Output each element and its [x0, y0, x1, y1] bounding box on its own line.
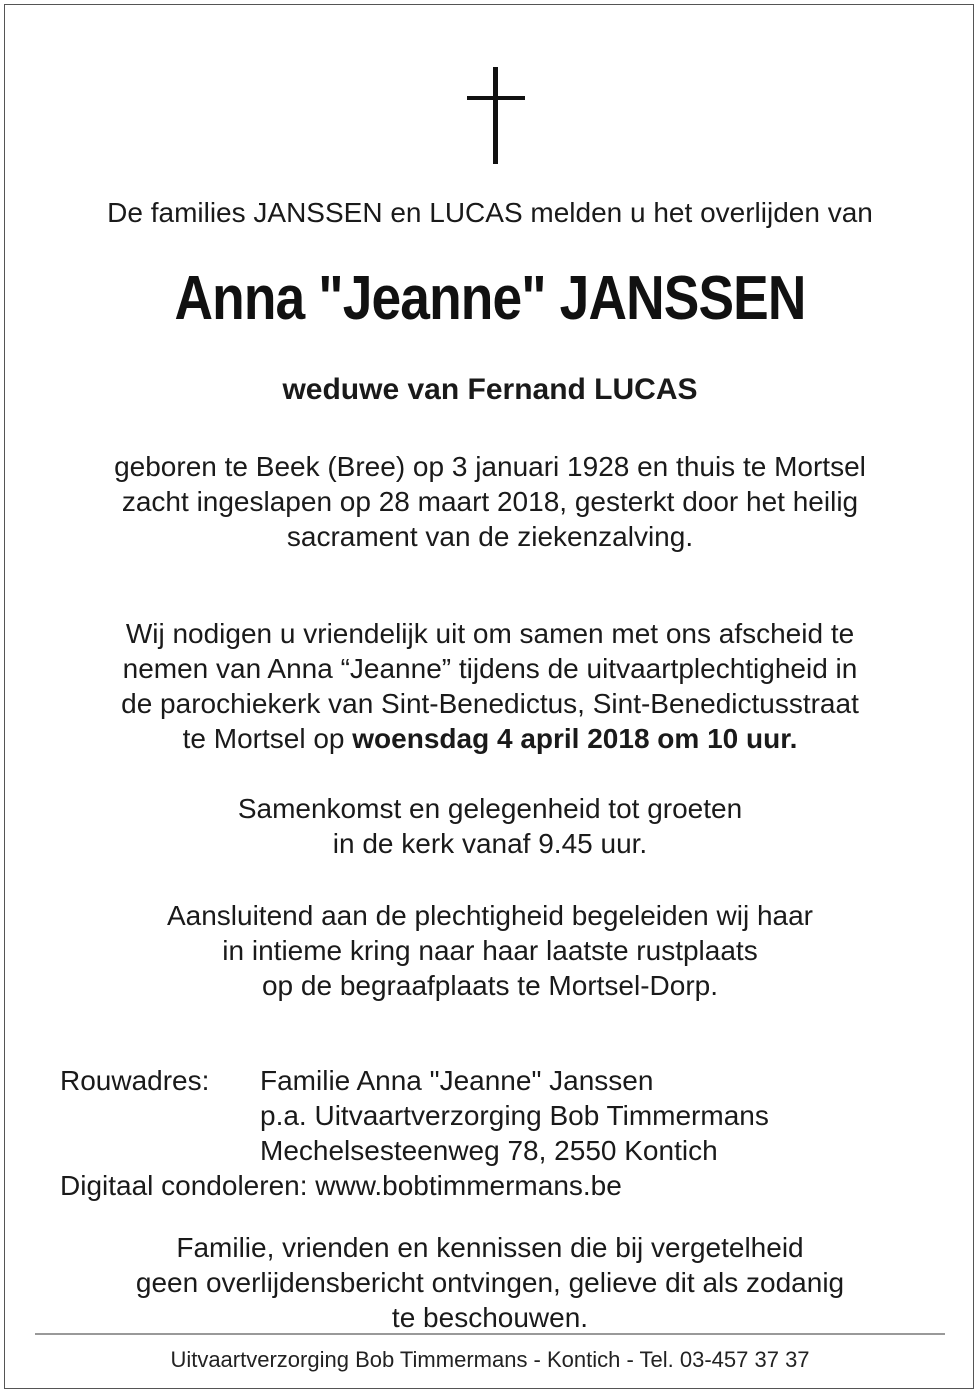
intro-line: De families JANSSEN en LUCAS melden u het overlijden van: [107, 197, 873, 228]
paragraph-line: Familie, vrienden en kennissen die bij vergetelheid: [176, 1232, 804, 1263]
widow-of-line: weduwe van Fernand LUCAS: [282, 373, 698, 406]
paragraph-line: zacht ingeslapen op 28 maart 2018, gesterkt door het heilig: [121, 486, 859, 517]
footer-divider: [35, 1333, 945, 1335]
cross-icon: [467, 67, 525, 165]
paragraph-line: Aansluitend aan de plechtigheid begeleiden wij haar: [166, 900, 814, 931]
paragraph-line: op de begraafplaats te Mortsel-Dorp.: [261, 970, 719, 1001]
paragraph-line: te beschouwen.: [391, 1302, 589, 1333]
paragraph-line: de parochiekerk van Sint-Benedictus, Sint-Benedictusstraat: [121, 688, 859, 719]
invitation-prefix: te Mortsel op: [182, 723, 353, 754]
paragraph-line: geboren te Beek (Bree) op 3 januari 1928 en thuis te Mortsel: [114, 451, 866, 482]
paragraph-line: in de kerk vanaf 9.45 uur.: [332, 828, 648, 859]
online-condolence-link[interactable]: Digitaal condoleren: www.bobtimmermans.be: [60, 1170, 622, 1201]
address-line: Familie Anna "Jeanne" Janssen: [260, 1065, 654, 1096]
paragraph-line: sacrament van de ziekenzalving.: [286, 521, 694, 552]
birth-death-paragraph: [5, 449, 975, 554]
address-line: p.a. Uitvaartverzorging Bob Timmermans: [260, 1100, 769, 1131]
footer-text: Uitvaartverzorging Bob Timmermans - Kontich - Tel. 03-457 37 37: [170, 1347, 810, 1372]
paragraph-line: nemen van Anna “Jeanne” tijdens de uitvaartplechtigheid in: [122, 653, 858, 684]
paragraph-line: Wij nodigen u vriendelijk uit om samen met ons afscheid te: [125, 618, 855, 649]
ceremony-date: woensdag 4 april 2018 om 10 uur.: [352, 723, 798, 754]
closing-paragraph: [5, 1230, 975, 1335]
gathering-paragraph: [5, 791, 975, 861]
invitation-paragraph: [5, 616, 975, 756]
paragraph-line: geen overlijdensbericht ontvingen, gelieve dit als zodanig: [135, 1267, 845, 1298]
paragraph-line: [5, 721, 975, 756]
paragraph-line: Samenkomst en gelegenheid tot groeten: [237, 793, 743, 824]
death-notice-card: [4, 4, 974, 1389]
paragraph-line: in intieme kring naar haar laatste rustplaats: [222, 935, 758, 966]
address-line: Mechelsesteenweg 78, 2550 Kontich: [260, 1135, 718, 1166]
address-label: Rouwadres:: [60, 1065, 210, 1096]
deceased-name: Anna "Jeanne" JANSSEN: [174, 264, 806, 333]
burial-paragraph: [5, 898, 975, 1003]
